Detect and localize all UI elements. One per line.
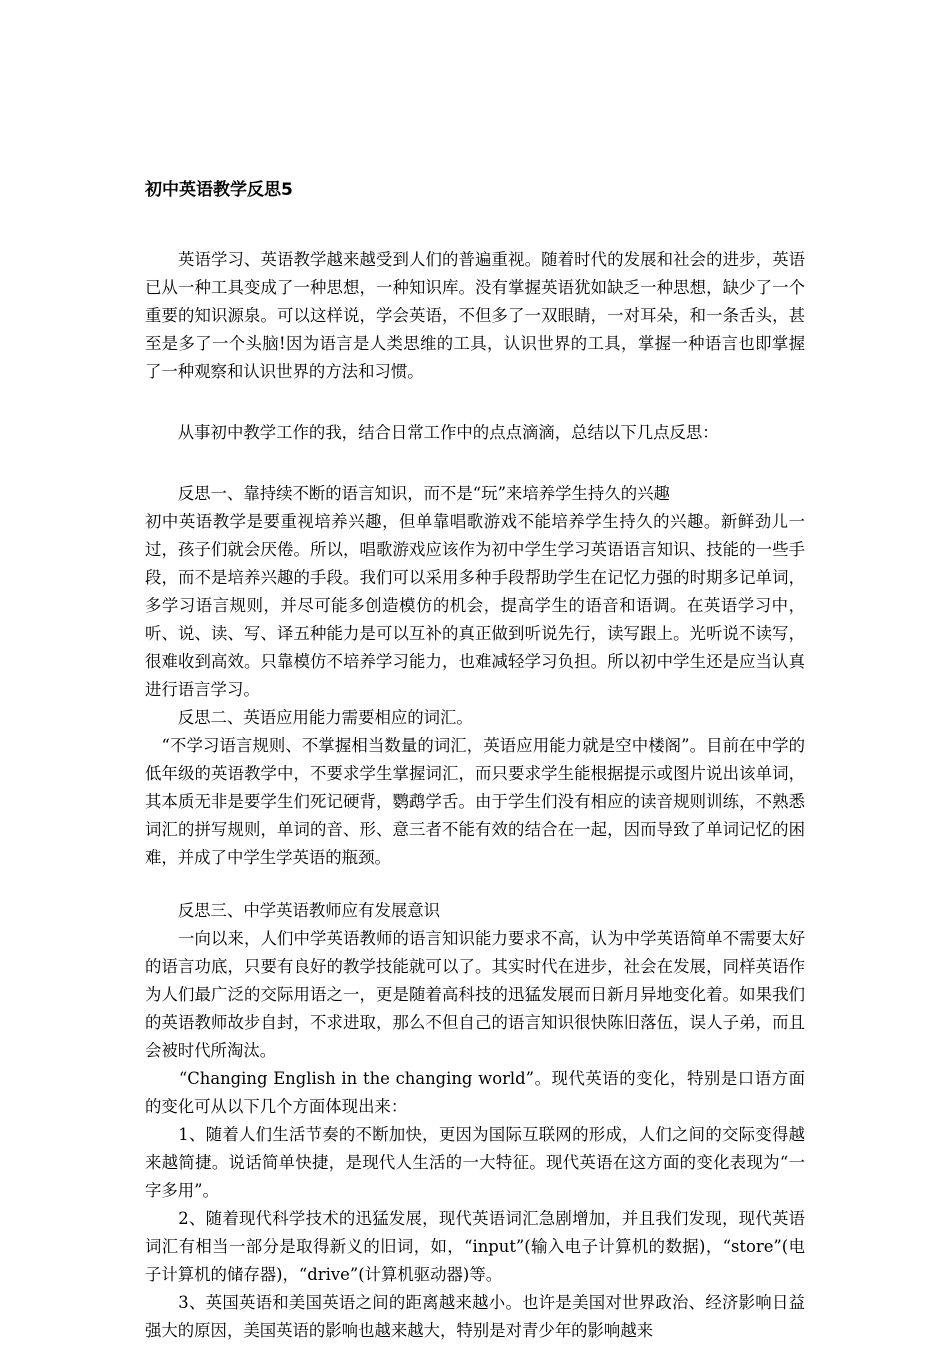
list-item-3: 3、英国英语和美国英语之间的距离越来越小。也许是美国对世界政治、经济影响日益强大的原因，美国英语的影响也越来越大，特别是对青少年的影响越来 (145, 1293, 805, 1340)
paragraph-summary: 从事初中教学工作的我，结合日常工作中的点点滴滴，总结以下几点反思： (145, 423, 719, 442)
paragraph-reflection-3: 一向以来，人们中学英语教师的语言知识能力要求不高，认为中学英语简单不需要太好的语言功底，只要有良好的教学技能就可以了。其实时代在进步，社会在发展，同样英语作为人们最广泛的交际用语之一，更是随着高科技的迅猛发展而日新月异地变化着。如果我们的英语教师故步自封，不求进取，那么不但自己的语言知识很快陈旧落伍，误人子弟，而且会被时代所淘汰。 (145, 929, 805, 1060)
heading-reflection-1: 反思一、靠持续不断的语言知识，而不是“玩”来培养学生持久的兴趣 (145, 484, 670, 503)
paragraph-spacer (145, 872, 805, 897)
paragraph-spacer (145, 447, 805, 480)
paragraph-reflection-1: 初中英语教学是要重视培养兴趣，但单靠唱歌游戏不能培养学生持久的兴趣。新鲜劲儿一过，孩子们就会厌倦。所以，唱歌游戏应该作为初中学生学习英语语言知识、技能的一些手段，而不是培养兴趣的手段。我们可以采用多种手段帮助学生在记忆力强的时期多记单词，多学习语言规则，并尽可能多创造模仿的机会，提高学生的语音和语调。在英语学习中，听、说、读、写、译五种能力是可以互补的真正做到听说先行，读写跟上。光听说不读写，很难收到高效。只靠模仿不培养学习能力，也难减轻学习负担。所以初中学生还是应当认真进行语言学习。 (145, 512, 805, 699)
list-item-1: 1、随着人们生活节奏的不断加快，更因为国际互联网的形成，人们之间的交际变得越来越简捷。说话简单快捷，是现代人生活的一大特征。现代英语在这方面的变化表现为“一字多用”。 (145, 1125, 805, 1200)
heading-reflection-3: 反思三、中学英语教师应有发展意识 (145, 901, 441, 920)
heading-reflection-2: 反思二、英语应用能力需要相应的词汇。 (145, 708, 473, 727)
paragraph-changing-english: “Changing English in the changing world”。现代英语的变化，特别是口语方面的变化可从以下几个方面体现出来： (145, 1069, 805, 1116)
paragraph-intro: 英语学习、英语教学越来越受到人们的普遍重视。随着时代的发展和社会的进步，英语已从一种工具变成了一种思想，一种知识库。没有掌握英语犹如缺乏一种思想，缺少了一个重要的知识源泉。可以这样说，学会英语，不但多了一双眼睛，一对耳朵，和一条舌头，甚至是多了一个头脑!因为语言是人类思维的工具，认识世界的工具，掌握一种语言也即掌握了一种观察和认识世界的方法和习惯。 (145, 250, 805, 381)
document-title: 初中英语教学反思5 (145, 180, 293, 200)
document-body (145, 246, 805, 1345)
list-item-2: 2、随着现代科学技术的迅猛发展，现代英语词汇急剧增加，并且我们发现，现代英语词汇有相当一部分是取得新义的旧词，如，“input”(输入电子计算机的数据)，“store”(电子计算机的储存器)，“drive”(计算机驱动器)等。 (145, 1209, 805, 1284)
paragraph-reflection-2: “不学习语言规则、不掌握相当数量的词汇，英语应用能力就是空中楼阁”。目前在中学的低年级的英语教学中，不要求学生掌握词汇，而只要求学生能根据提示或图片说出该单词，其本质无非是要学生们死记硬背，鹦鹉学舌。由于学生们没有相应的读音规则训练，不熟悉词汇的拼写规则，单词的音、形、意三者不能有效的结合在一起，因而导致了单词记忆的困难，并成了中学生学英语的瓶颈。 (145, 736, 805, 867)
paragraph-spacer (145, 386, 805, 419)
